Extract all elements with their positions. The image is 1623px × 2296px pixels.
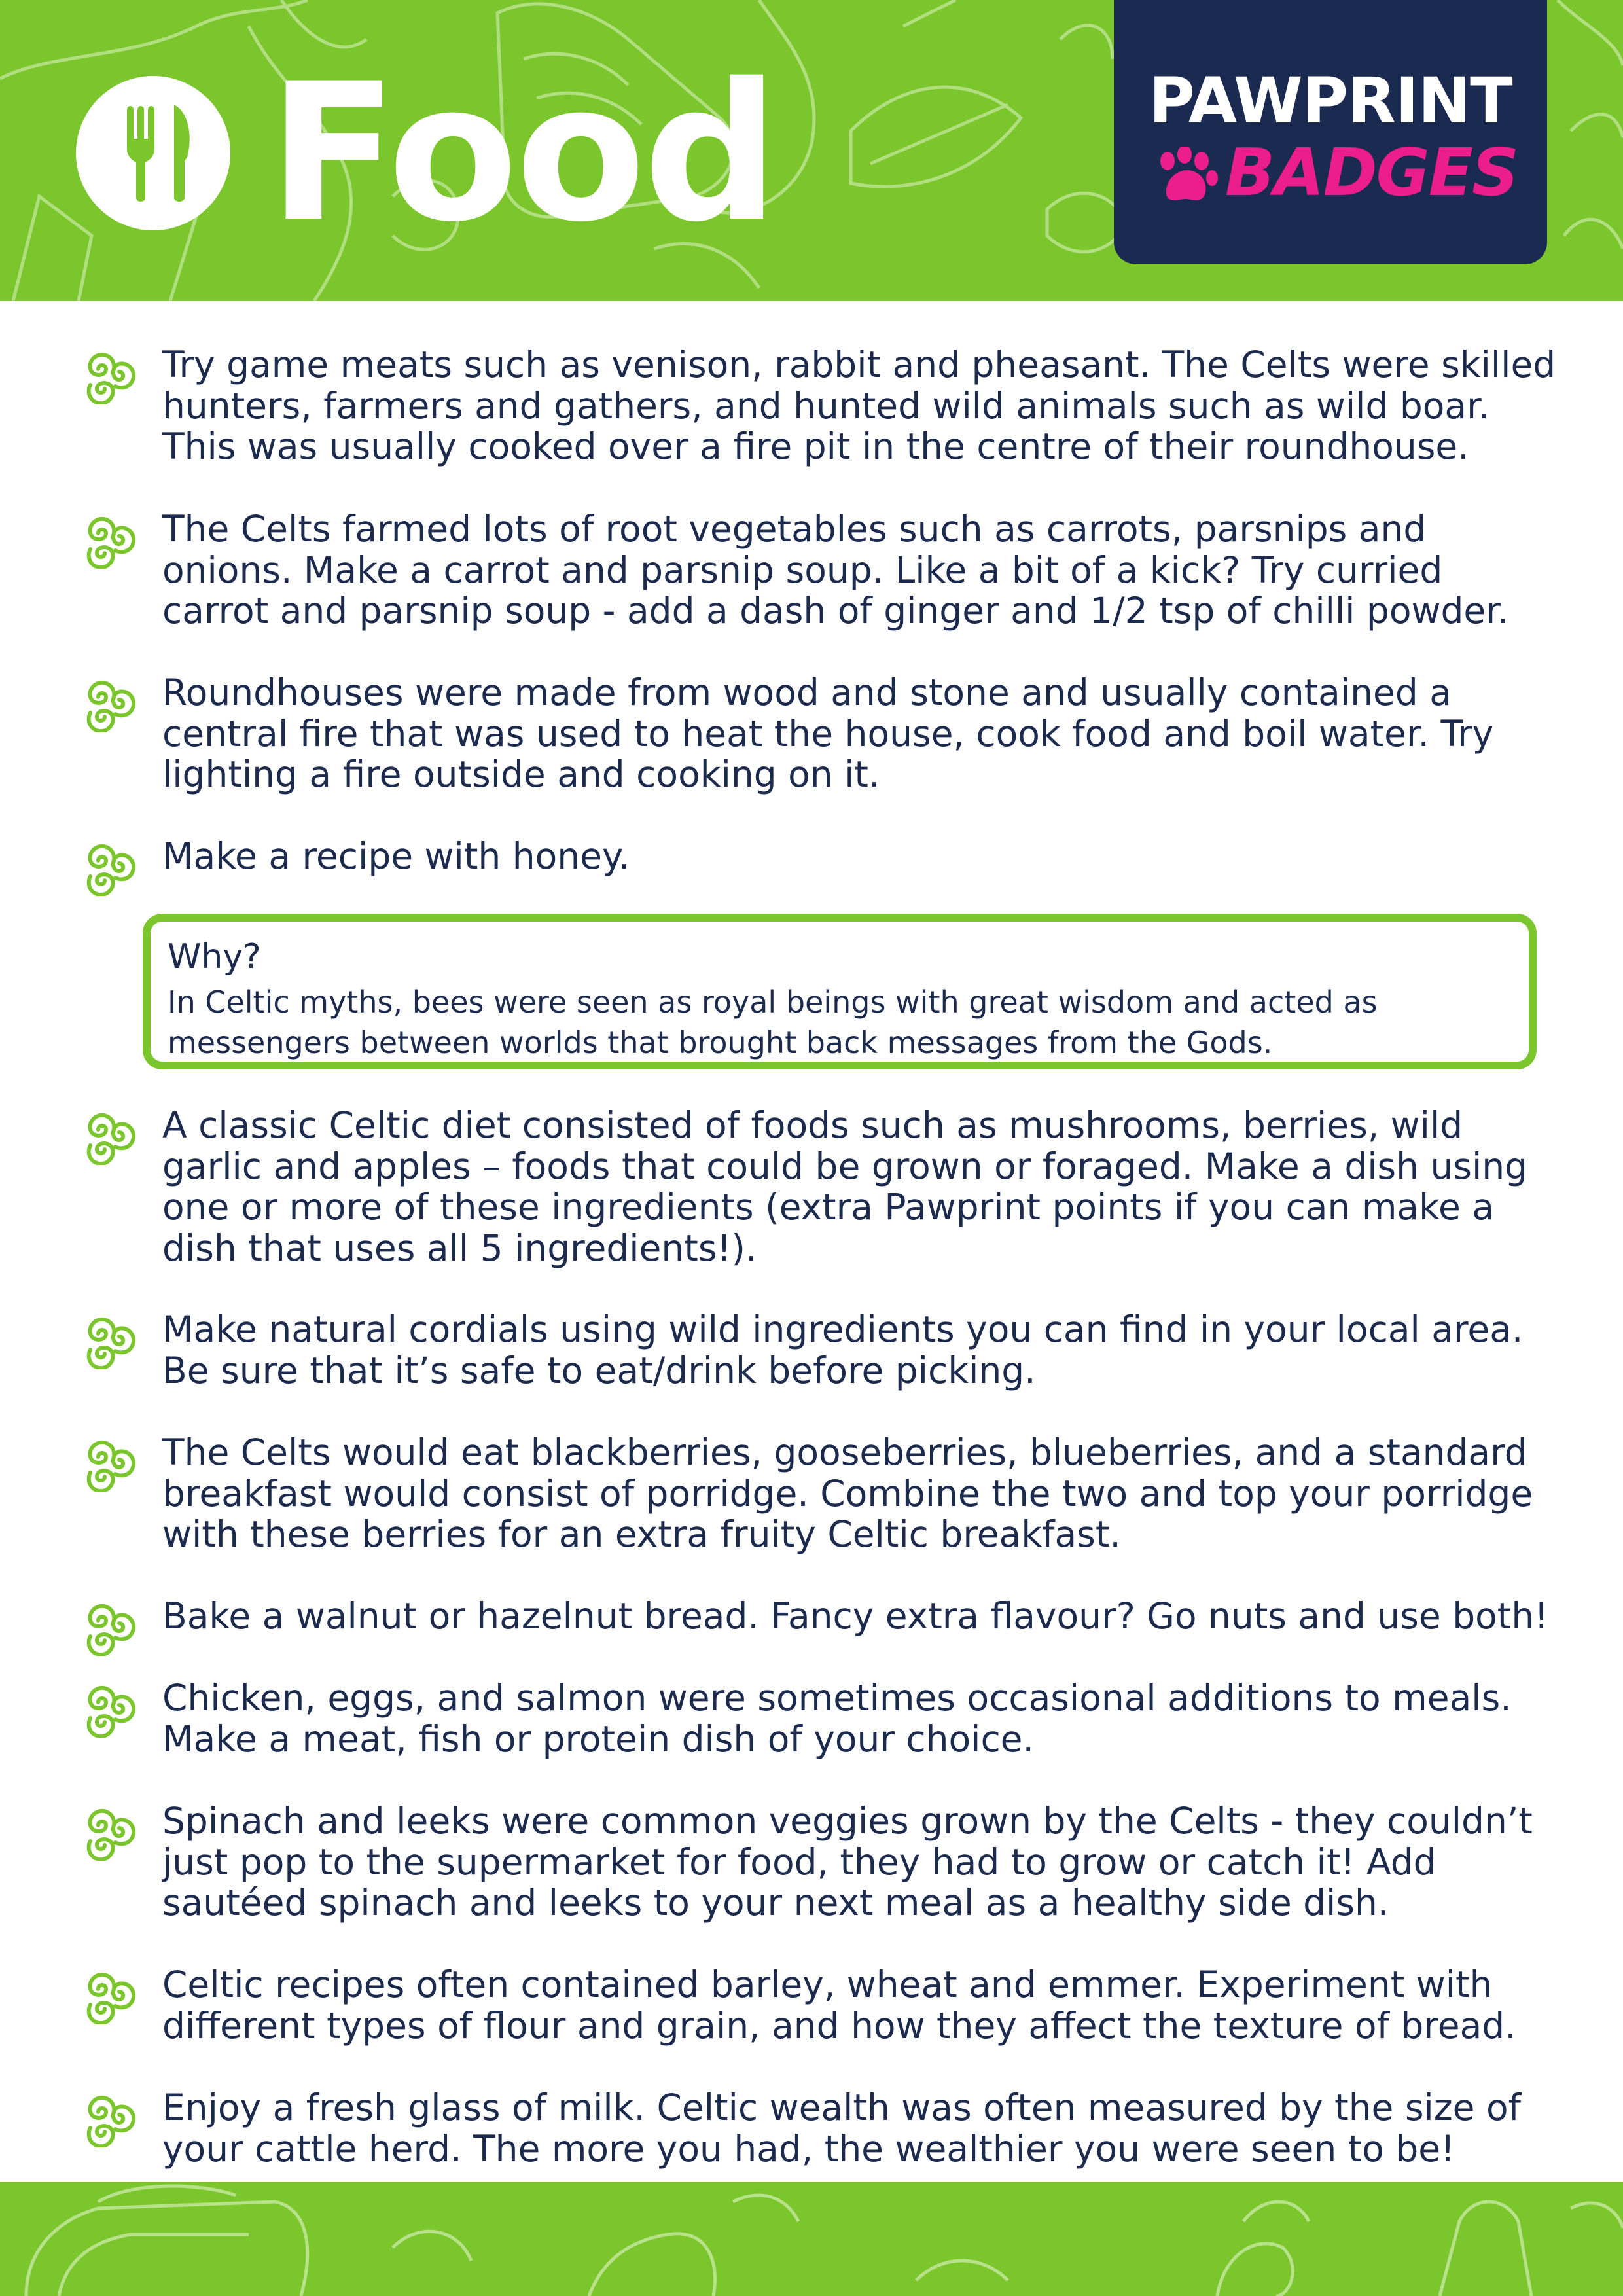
logo-line1: PAWPRINT	[1149, 64, 1512, 137]
triskele-icon	[79, 1314, 139, 1369]
paw-icon	[1153, 147, 1219, 206]
page-title: Food	[268, 43, 777, 264]
item-text: Make a recipe with honey.	[162, 835, 630, 877]
triskele-icon	[79, 350, 139, 404]
footer-doodle-pattern	[0, 2182, 1623, 2296]
triskele-icon	[79, 1110, 139, 1165]
triskele-icon	[79, 514, 139, 569]
item-text: Celtic recipes often contained barley, wheat and emmer. Experiment with different types of flour and grain, and how they affect the texture of bread.	[162, 1964, 1516, 2047]
triskele-icon	[79, 2092, 139, 2147]
item-text: Make natural cordials using wild ingredients you can find in your local area. Be sure that it’s safe to eat/drink before picking.	[162, 1308, 1524, 1391]
triskele-icon	[79, 841, 139, 896]
item-text: Chicken, eggs, and salmon were sometimes occasional additions to meals. Make a meat, fish or protein dish of your choice.	[162, 1677, 1512, 1760]
item-text: Bake a walnut or hazelnut bread. Fancy extra flavour? Go nuts and use both!	[162, 1595, 1549, 1637]
item-text: Spinach and leeks were common veggies grown by the Celts - they couldn’t just pop to the supermarket for food, they had to grow or catch it! Add sautéed spinach and leeks to your next meal as a healthy side dish.	[162, 1800, 1533, 1924]
triskele-icon	[79, 1683, 139, 1738]
triskele-icon	[79, 1969, 139, 2024]
item-text: A classic Celtic diet consisted of foods such as mushrooms, berries, wild garlic and apples – foods that could be grown or foraged. Make a dish using one or more of these ingredients (extra Pawprint points if you can make a dish that uses all 5 ingredients!).	[162, 1104, 1528, 1269]
why-body: In Celtic myths, bees were seen as royal beings with great wisdom and acted as messengers between worlds that brought back messages from the Gods.	[168, 984, 1378, 1060]
item-text: Try game meats such as venison, rabbit and pheasant. The Celts were skilled hunters, farmers and gathers, and hunted wild animals such as wild boar. This was usually cooked over a fire pit in the centre of their roundhouse.	[162, 344, 1556, 467]
logo-line2: BADGES	[1225, 134, 1518, 211]
triskele-icon	[79, 1601, 139, 1656]
item-text: Enjoy a fresh glass of milk. Celtic wealth was often measured by the size of your cattle herd. The more you had, the wealthier you were seen to be!	[162, 2087, 1522, 2170]
why-title: Why?	[168, 937, 261, 977]
pawprint-badges-logo	[1114, 0, 1547, 264]
footer-banner	[0, 2182, 1623, 2296]
item-text: The Celts farmed lots of root vegetables such as carrots, parsnips and onions. Make a carrot and parsnip soup. Like a bit of a kick? Try curried carrot and parsnip soup - add a dash of ginger and 1/2 tsp of chilli powder.	[162, 508, 1509, 632]
triskele-icon	[79, 1437, 139, 1492]
item-text: Roundhouses were made from wood and stone and usually contained a central fire that was used to heat the house, cook food and boil water. Try lighting a fire outside and cooking on it.	[162, 672, 1494, 795]
triskele-icon	[79, 1806, 139, 1861]
item-text: The Celts would eat blackberries, gooseberries, blueberries, and a standard breakfast would consist of porridge. Combine the two and top your porridge with these berries for an extra fruity Celtic breakfast.	[162, 1431, 1533, 1555]
fork-knife-icon	[76, 76, 230, 230]
why-callout-box	[143, 914, 1537, 1069]
header-banner	[0, 0, 1623, 301]
triskele-icon	[79, 677, 139, 732]
